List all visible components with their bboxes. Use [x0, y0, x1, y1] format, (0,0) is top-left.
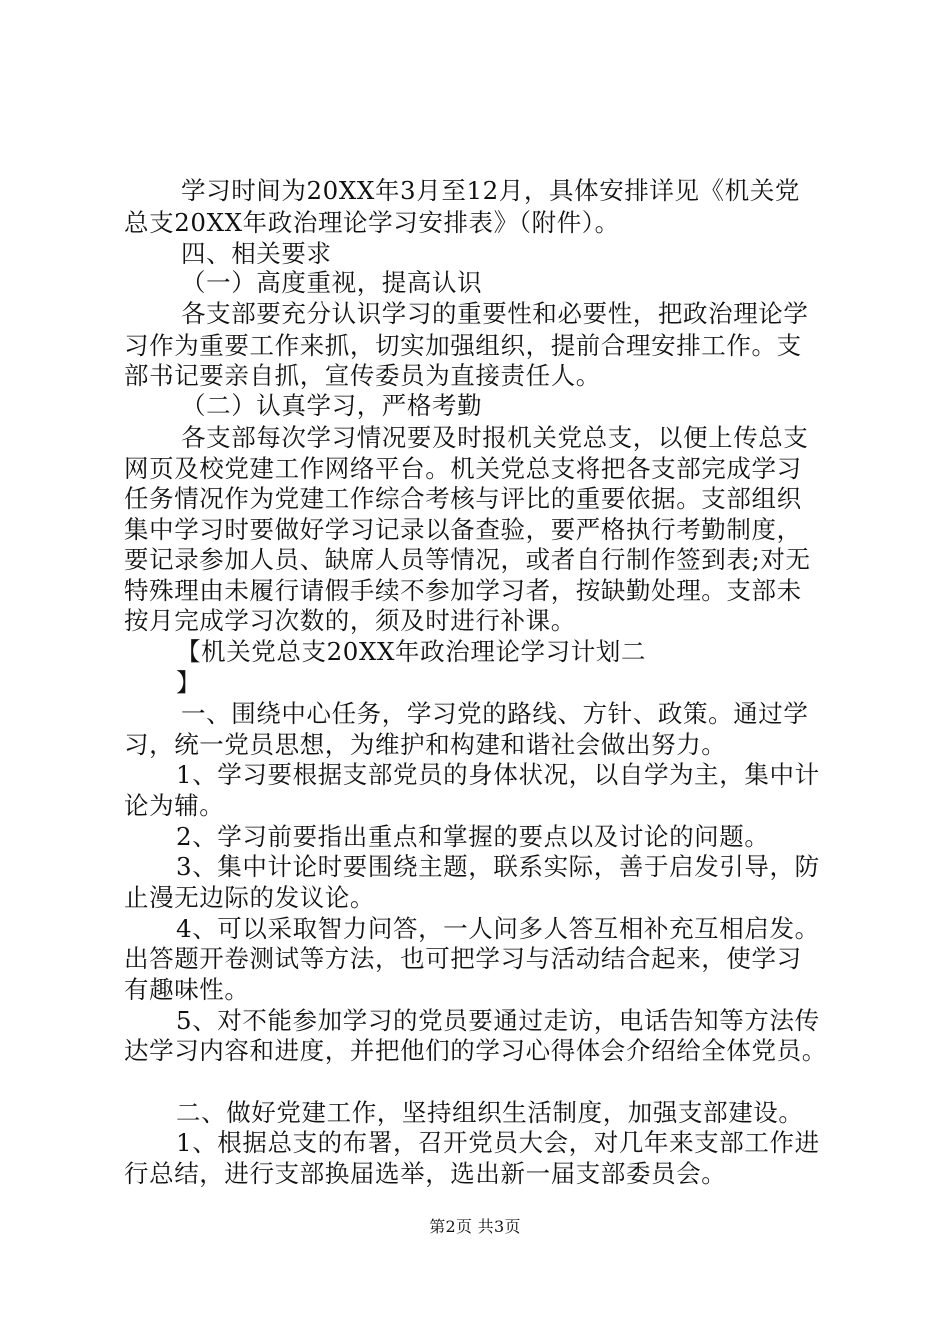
text-line: 学习时间为20XX年3月至12月，具体安排详见《机关党: [181, 176, 801, 205]
subsection-heading: （一）高度重视，提高认识: [181, 268, 483, 297]
text-line: 出答题开卷测试等方法，也可把学习与活动结合起来，使学习: [124, 944, 802, 973]
page-number: 第2页 共3页: [429, 1217, 521, 1236]
text-line: 达学习内容和进度，并把他们的学习心得体会介绍给全体党员。: [124, 1036, 827, 1065]
text-line: 习作为重要工作来抓，切实加强组织，提前合理安排工作。支: [124, 331, 802, 360]
text-line: 论为辅。: [124, 791, 225, 820]
text-line: 习，统一党员思想，为维护和构建和谐社会做出努力。: [124, 730, 727, 759]
text-line: 按月完成学习次数的，须及时进行补课。: [124, 606, 576, 635]
text-line: 各支部每次学习情况要及时报机关党总支，以便上传总支: [181, 423, 809, 452]
text-line: 特殊理由未履行请假手续不参加学习者，按缺勤处理。支部未: [124, 576, 802, 605]
text-line: 总支20XX年政治理论学习安排表》（附件）。: [124, 208, 620, 237]
text-line: 行总结，进行支部换届选举，选出新一届支部委员会。: [124, 1159, 727, 1188]
section-heading: 二、做好党建工作，坚持组织生活制度，加强支部建设。: [176, 1098, 804, 1127]
text-line: 止漫无边际的发议论。: [124, 883, 375, 912]
text-line: 1、学习要根据支部党员的身体状况，以自学为主，集中计: [176, 760, 820, 789]
section-title: 】: [176, 668, 202, 697]
text-line: 3、集中计论时要围绕主题，联系实际，善于启发引导，防: [176, 852, 820, 881]
text-line: 要记录参加人员、缺席人员等情况，或者自行制作签到表;对无: [124, 545, 811, 574]
text-line: 任务情况作为党建工作综合考核与评比的重要依据。支部组织: [124, 484, 802, 513]
section-heading: 四、相关要求: [181, 239, 332, 268]
text-line: 部书记要亲自抓，宣传委员为直接责任人。: [124, 361, 601, 390]
text-line: 2、学习前要指出重点和掌握的要点以及讨论的问题。: [176, 822, 770, 851]
text-line: 各支部要充分认识学习的重要性和必要性，把政治理论学: [181, 299, 809, 328]
text-line: 网页及校党建工作网络平台。机关党总支将把各支部完成学习: [124, 454, 802, 483]
subsection-heading: （二）认真学习，严格考勤: [181, 391, 483, 420]
text-line: 一、围绕中心任务，学习党的路线、方针、政策。通过学: [181, 699, 809, 728]
section-title: 【机关党总支20XX年政治理论学习计划二: [176, 637, 647, 666]
text-line: 集中学习时要做好学习记录以备查验，要严格执行考勤制度，: [124, 515, 802, 544]
text-line: 4、可以采取智力问答，一人问多人答互相补充互相启发。: [176, 914, 820, 943]
text-line: 5、对不能参加学习的党员要通过走访，电话告知等方法传: [176, 1006, 820, 1035]
text-line: 1、根据总支的布署，召开党员大会，对几年来支部工作进: [176, 1128, 820, 1157]
text-line: 有趣味性。: [124, 975, 250, 1004]
